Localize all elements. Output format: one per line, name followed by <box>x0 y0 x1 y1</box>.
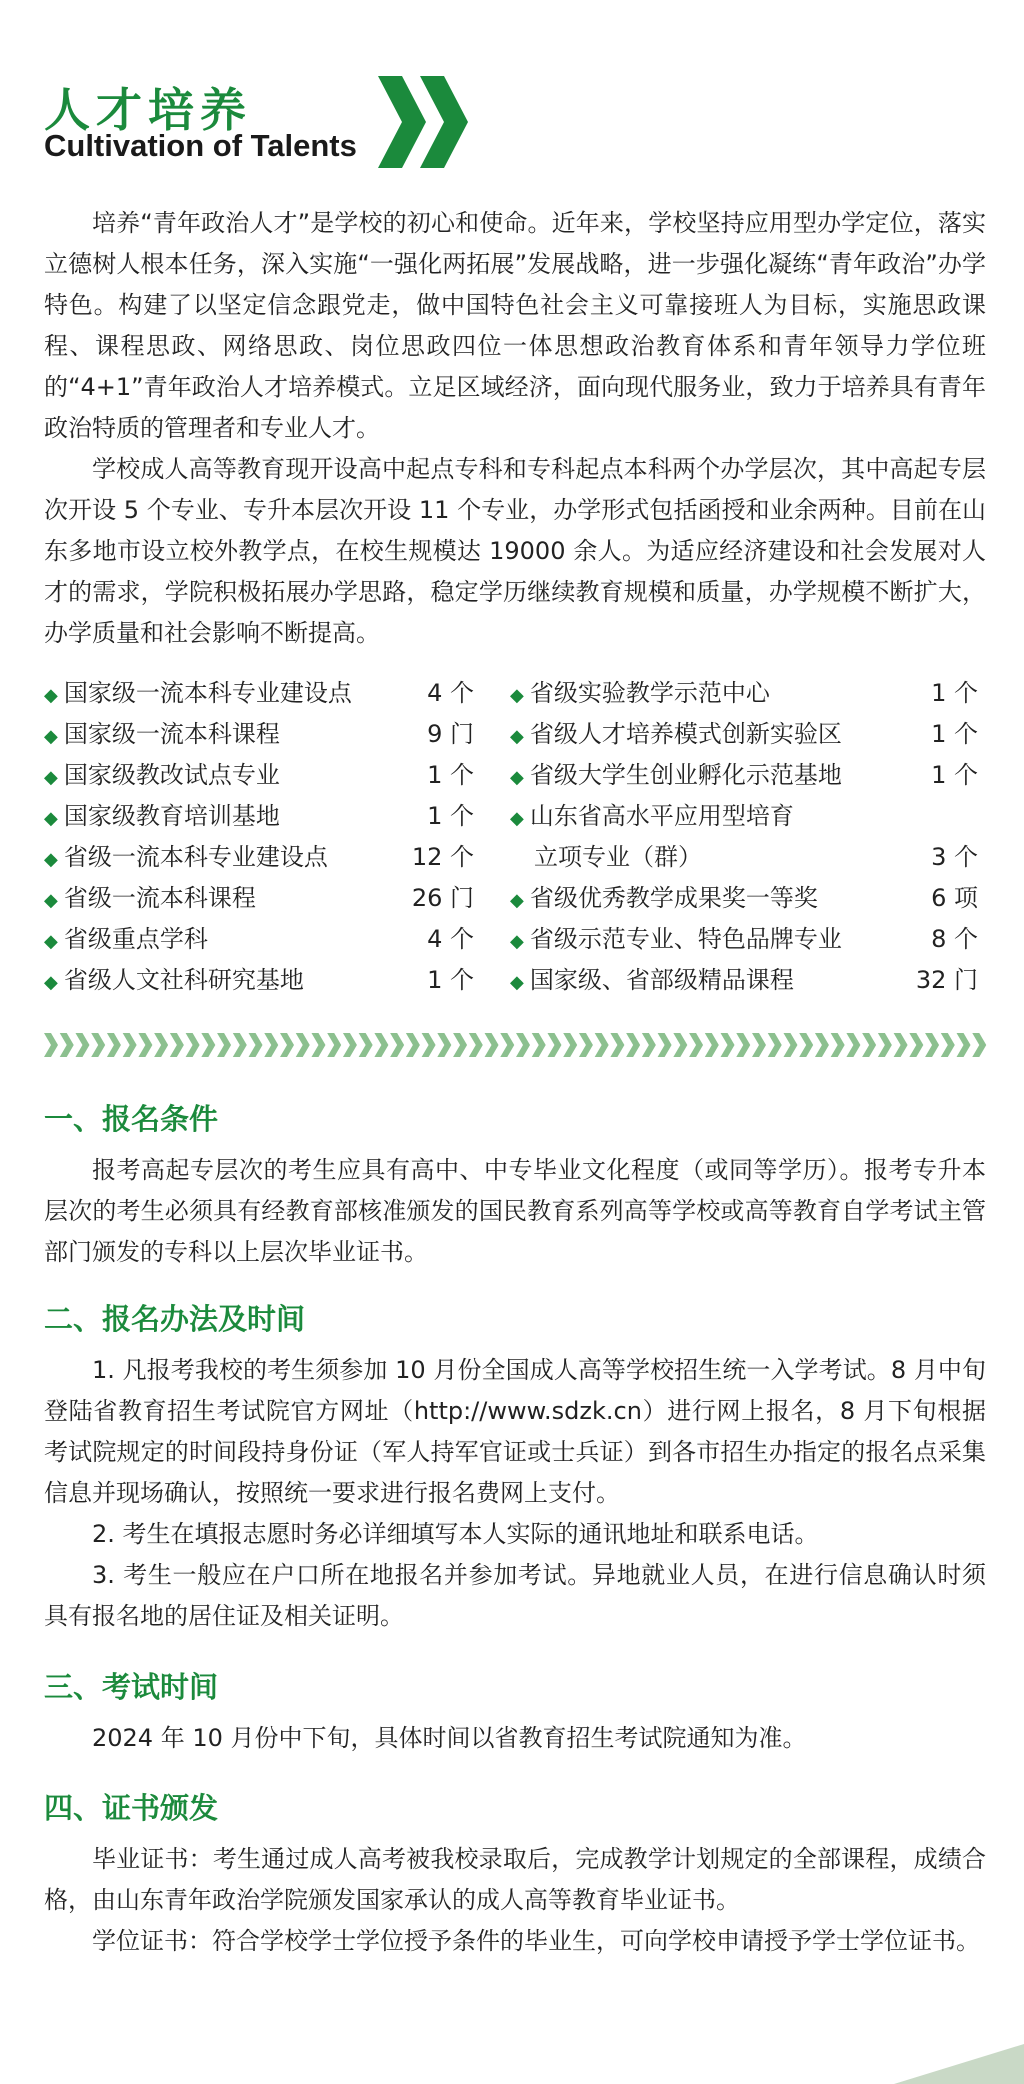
honor-label: 省级重点学科 <box>63 925 208 953</box>
divider-chevron <box>673 1033 687 1057</box>
divider-chevron <box>862 1033 876 1057</box>
honor-label: 国家级、省部级精品课程 <box>529 966 794 994</box>
honor-count: 12 个 <box>411 843 474 871</box>
divider-chevron <box>689 1033 703 1057</box>
divider-chevron <box>799 1033 813 1057</box>
divider-chevron <box>311 1033 325 1057</box>
diamond-bullet-icon: ◆ <box>44 972 58 993</box>
divider-chevron <box>831 1033 845 1057</box>
honor-count: 1 个 <box>427 966 474 994</box>
section-1-paragraph: 报考高起专层次的考生应具有高中、中专毕业文化程度（或同等学历）。报考专升本层次的考生必须具有经教育部核准颁发的国民教育系列高等学校或高等教育自学考试主管部门颁发的专科以上层次毕业证书。 <box>44 1156 986 1266</box>
honor-count: 4 个 <box>427 679 474 707</box>
section-heading-registration-method: 二、报名办法及时间 <box>44 1302 306 1336</box>
honor-label: 省级示范专业、特色品牌专业 <box>529 925 842 953</box>
diamond-bullet-icon: ◆ <box>510 685 524 706</box>
divider-chevron <box>91 1033 105 1057</box>
divider-chevron <box>532 1033 546 1057</box>
honor-label: 省级实验教学示范中心 <box>529 679 770 707</box>
divider-chevron <box>563 1033 577 1057</box>
honor-item <box>44 837 474 878</box>
divider-chevron <box>516 1033 530 1057</box>
honor-item <box>44 755 474 796</box>
divider-chevron <box>768 1033 782 1057</box>
diamond-bullet-icon: ◆ <box>44 931 58 952</box>
honor-count: 1 个 <box>427 802 474 830</box>
divider-chevron <box>75 1033 89 1057</box>
divider-chevron <box>437 1033 451 1057</box>
honor-count: 4 个 <box>427 925 474 953</box>
honor-item <box>510 878 978 919</box>
diamond-bullet-icon: ◆ <box>44 808 58 829</box>
divider-chevron <box>846 1033 860 1057</box>
honor-item <box>44 714 474 755</box>
divider-chevron <box>233 1033 247 1057</box>
divider-chevron <box>406 1033 420 1057</box>
divider-chevron <box>909 1033 923 1057</box>
section-4-paragraph-2: 学位证书：符合学校学士学位授予条件的毕业生，可向学校申请授予学士学位证书。 <box>92 1927 980 1955</box>
divider-chevron <box>957 1033 971 1057</box>
intro-paragraph-2: 学校成人高等教育现开设高中起点专科和专科起点本科两个办学层次，其中高起专层次开设 5 个专业、专升本层次开设 11 个专业，办学形式包括函授和业余两种。目前在山东多地市设立校外教学点，在校生规模达 19000 余人。为适应经济建设和社会发展对人才的需求，学院积极拓展办学思路，稳定学历继续教育规模和质量，办学规模不断扩大，办学质量和社会影响不断提高。 <box>44 455 986 647</box>
diamond-bullet-icon: ◆ <box>510 931 524 952</box>
honor-label: 省级一流本科课程 <box>63 884 256 912</box>
honor-label: 省级人文社科研究基地 <box>63 966 304 994</box>
diamond-bullet-icon: ◆ <box>510 972 524 993</box>
honor-count: 32 门 <box>915 966 978 994</box>
divider-chevron <box>138 1033 152 1057</box>
divider-chevron <box>736 1033 750 1057</box>
divider-chevron <box>186 1033 200 1057</box>
diamond-bullet-icon: ◆ <box>510 890 524 911</box>
honor-item <box>44 796 474 837</box>
divider-chevron <box>359 1033 373 1057</box>
honor-label: 省级大学生创业孵化示范基地 <box>529 761 842 789</box>
honor-item <box>44 960 474 1001</box>
honor-count: 9 门 <box>427 720 474 748</box>
divider-chevron <box>894 1033 908 1057</box>
divider-chevron <box>154 1033 168 1057</box>
divider-chevron <box>500 1033 514 1057</box>
diamond-bullet-icon: ◆ <box>44 767 58 788</box>
divider-chevron <box>972 1033 986 1057</box>
divider-chevron <box>374 1033 388 1057</box>
diamond-bullet-icon: ◆ <box>44 685 58 706</box>
honor-count: 1 个 <box>931 679 978 707</box>
section-2-paragraph-1: 1. 凡报考我校的考生须参加 10 月份全国成人高等学校招生统一入学考试。8 月中旬登陆省教育招生考试院官方网址（http://www.sdzk.cn）进行网上报名，8 月下旬根据考试院规定的时间段持身份证（军人持军官证或士兵证）到各市招生办指定的报名点采集信息并现场确认，按照统一要求进行报名费网上支付。 <box>44 1356 986 1507</box>
diamond-bullet-icon: ◆ <box>44 890 58 911</box>
divider-chevron <box>579 1033 593 1057</box>
divider-chevron <box>721 1033 735 1057</box>
honor-label: 山东省高水平应用型培育 <box>529 802 794 830</box>
honor-item <box>44 919 474 960</box>
divider-chevron <box>264 1033 278 1057</box>
honor-count: 8 个 <box>931 925 978 953</box>
divider-chevron <box>296 1033 310 1057</box>
honor-item <box>510 673 978 714</box>
divider-chevron <box>249 1033 263 1057</box>
section-4-paragraph-1: 毕业证书：考生通过成人高考被我校录取后，完成教学计划规定的全部课程，成绩合格，由山东青年政治学院颁发国家承认的成人高等教育毕业证书。 <box>44 1845 986 1914</box>
divider-chevron <box>123 1033 137 1057</box>
divider-chevron <box>60 1033 74 1057</box>
chevron-divider <box>44 1030 988 1060</box>
diamond-bullet-icon: ◆ <box>44 726 58 747</box>
divider-chevron <box>107 1033 121 1057</box>
divider-chevron <box>44 1033 58 1057</box>
diamond-bullet-icon: ◆ <box>510 767 524 788</box>
diamond-bullet-icon: ◆ <box>510 808 524 829</box>
divider-chevron <box>705 1033 719 1057</box>
honor-item <box>510 755 978 796</box>
intro-paragraph-1: 培养“青年政治人才”是学校的初心和使命。近年来，学校坚持应用型办学定位，落实立德树人根本任务，深入实施“一强化两拓展”发展战略，进一步强化凝练“青年政治”办学特色。构建了以坚定信念跟党走，做中国特色社会主义可靠接班人为目标，实施思政课程、课程思政、网络思政、岗位思政四位一体思想政治教育体系和青年领导力学位班的“4+1”青年政治人才培养模式。立足区域经济，面向现代服务业，致力于培养具有青年政治特质的管理者和专业人才。 <box>44 209 986 442</box>
honor-label: 国家级一流本科专业建设点 <box>63 679 352 707</box>
section-2-paragraph-2: 2. 考生在填报志愿时务必详细填写本人实际的通讯地址和联系电话。 <box>92 1520 819 1548</box>
divider-chevron <box>626 1033 640 1057</box>
honor-count: 6 项 <box>931 884 978 912</box>
divider-chevron <box>658 1033 672 1057</box>
section-2-paragraph-3: 3. 考生一般应在户口所在地报名并参加考试。异地就业人员，在进行信息确认时须具有报名地的居住证及相关证明。 <box>44 1561 986 1630</box>
page-title: 人才培养 <box>44 83 252 137</box>
divider-chevron <box>280 1033 294 1057</box>
honor-item <box>44 673 474 714</box>
divider-chevron <box>783 1033 797 1057</box>
divider-chevron <box>422 1033 436 1057</box>
honor-label: 省级人才培养模式创新实验区 <box>529 720 842 748</box>
honor-item <box>510 714 978 755</box>
page-subtitle-en: Cultivation of Talents <box>44 128 357 163</box>
honor-label: 国家级教改试点专业 <box>63 761 280 789</box>
divider-chevron <box>815 1033 829 1057</box>
section-heading-certificate-issuance: 四、证书颁发 <box>44 1791 219 1825</box>
divider-chevron <box>547 1033 561 1057</box>
honor-item <box>510 960 978 1001</box>
divider-chevron <box>925 1033 939 1057</box>
divider-chevron <box>217 1033 231 1057</box>
honor-count: 1 个 <box>931 761 978 789</box>
divider-chevron <box>390 1033 404 1057</box>
divider-chevron <box>201 1033 215 1057</box>
honor-label: 国家级教育培训基地 <box>63 802 280 830</box>
honor-label: 省级优秀教学成果奖一等奖 <box>529 884 818 912</box>
divider-chevron <box>941 1033 955 1057</box>
divider-chevron <box>610 1033 624 1057</box>
honor-label: 省级一流本科专业建设点 <box>63 843 328 871</box>
honor-item <box>510 919 978 960</box>
divider-chevron <box>752 1033 766 1057</box>
divider-chevron <box>878 1033 892 1057</box>
honor-item <box>510 837 978 878</box>
divider-chevron <box>327 1033 341 1057</box>
double-chevron-icon <box>378 76 474 168</box>
section-3-paragraph: 2024 年 10 月份中下旬，具体时间以省教育招生考试院通知为准。 <box>92 1724 807 1752</box>
honor-label: 国家级一流本科课程 <box>63 720 280 748</box>
divider-chevron <box>170 1033 184 1057</box>
honor-count: 1 个 <box>427 761 474 789</box>
honor-count: 26 门 <box>411 884 474 912</box>
section-heading-registration-conditions: 一、报名条件 <box>44 1102 219 1136</box>
honor-count: 1 个 <box>931 720 978 748</box>
divider-chevron <box>642 1033 656 1057</box>
divider-chevron <box>485 1033 499 1057</box>
divider-chevron <box>469 1033 483 1057</box>
divider-chevron <box>453 1033 467 1057</box>
divider-chevron <box>595 1033 609 1057</box>
honor-item <box>44 878 474 919</box>
diamond-bullet-icon: ◆ <box>44 849 58 870</box>
honor-label: 立项专业（群） <box>534 843 702 871</box>
diamond-bullet-icon: ◆ <box>510 726 524 747</box>
section-heading-exam-time: 三、考试时间 <box>44 1670 219 1704</box>
corner-decoration <box>894 2044 1024 2084</box>
divider-chevron <box>343 1033 357 1057</box>
honor-item <box>510 796 978 837</box>
honor-count: 3 个 <box>931 843 978 871</box>
